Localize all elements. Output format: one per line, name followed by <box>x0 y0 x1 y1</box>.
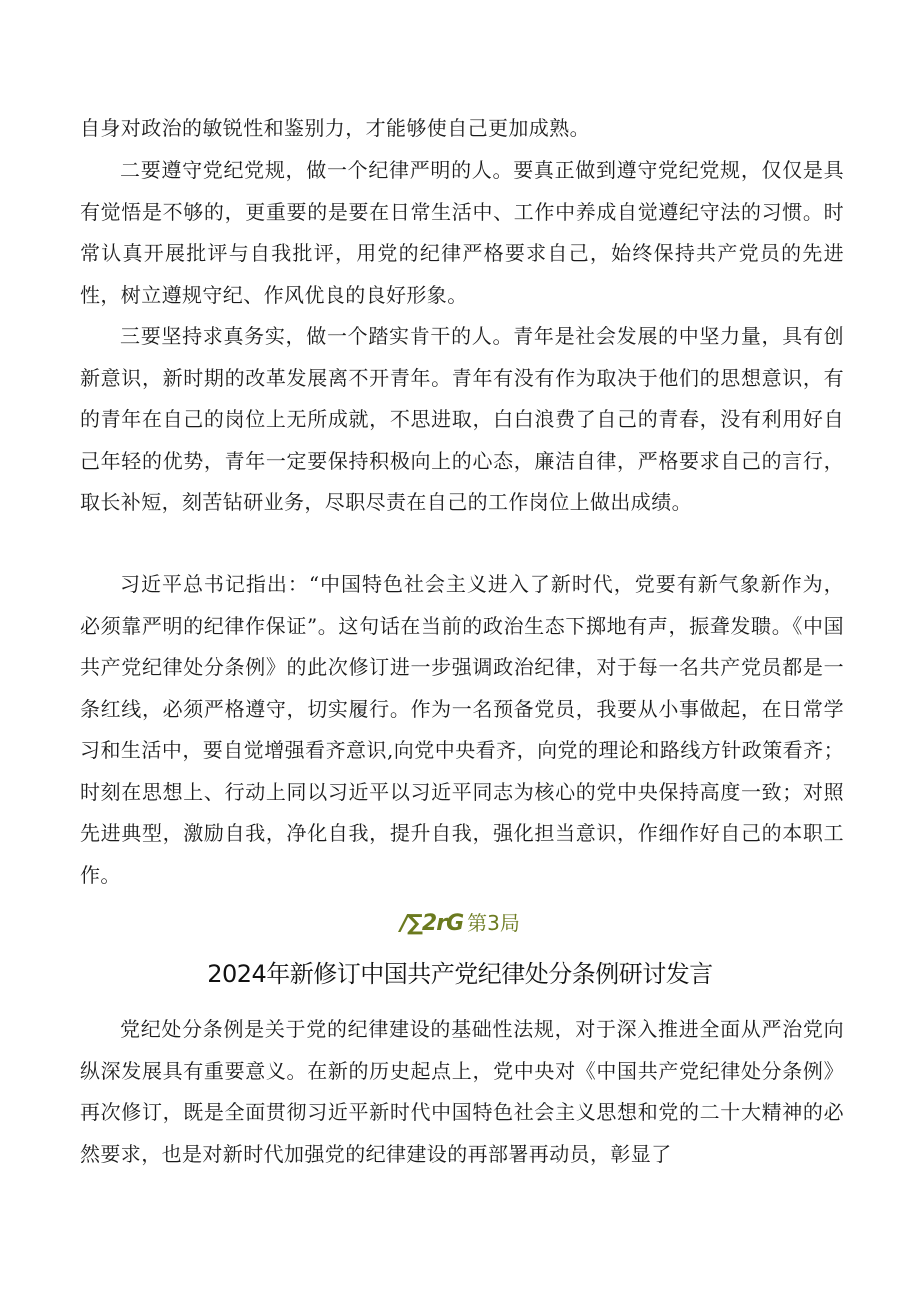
paragraph-quote: 习近平总书记指出：“中国特色社会主义进入了新时代，党要有新气象新作为，必须靠严明的纪律作保证”。这句话在当前的政治生态下掷地有声，振聋发聩。《中国共产党纪律处分条例》的此次修订进一步强调政治纪律，对于每一名共产党员都是一条红线，必须严格遵守，切实履行。作为一名预备党员，我要从小事做起，在日常学习和生活中，要自觉增强看齐意识,向党中央看齐，向党的理论和路线方针政策看齐；时刻在思想上、行动上同以习近平以习近平同志为核心的党中央保持高度一致；对照先进典型，激励自我，净化自我，提升自我，强化担当意识，作细作好自己的本职工作。 <box>80 572 844 887</box>
paragraph-pragmatism: 三要坚持求真务实，做一个踏实肯干的人。青年是社会发展的中坚力量，具有创新意识，新时期的改革发展离不开青年。青年有没有作为取决于他们的思想意识，有的青年在自己的岗位上无所成就，不思进取，白白浪费了自己的青春，没有利用好自己年轻的优势，青年一定要保持积极向上的心态，廉洁自律，严格要求自己的言行，取长补短，刻苦钻研业务，尽职尽责在自己的工作岗位上做出成绩。 <box>80 324 844 514</box>
section-paragraph: 党纪处分条例是关于党的纪律建设的基础性法规，对于深入推进全面从严治党向纵深发展具有重要意义。在新的历史起点上，党中央对《中国共产党纪律处分条例》再次修订，既是全面贯彻习近平新时代中国特色社会主义思想和党的二十大精神的必然要求，也是对新时代加强党的纪律建设的再部署再动员，彰显了 <box>80 1017 844 1166</box>
part-label-glyph: ∕∑2rG <box>400 911 464 936</box>
part-label <box>0 903 920 944</box>
part-label-sequence: 第3局 <box>467 911 520 935</box>
paragraph-continuation: 自身对政治的敏锐性和鉴别力，才能够使自己更加成熟。 <box>80 116 590 140</box>
section-title: 2024年新修订中国共产党纪律处分条例研讨发言 <box>207 960 713 988</box>
paragraph-discipline: 二要遵守党纪党规，做一个纪律严明的人。要真正做到遵守党纪党规，仅仅是具有觉悟是不够的，更重要的是要在日常生活中、工作中养成自觉遵纪守法的习惯。时常认真开展批评与自我批评，用党的纪律严格要求自己，始终保持共产党员的先进性，树立遵规守纪、作风优良的良好形象。 <box>80 158 844 307</box>
